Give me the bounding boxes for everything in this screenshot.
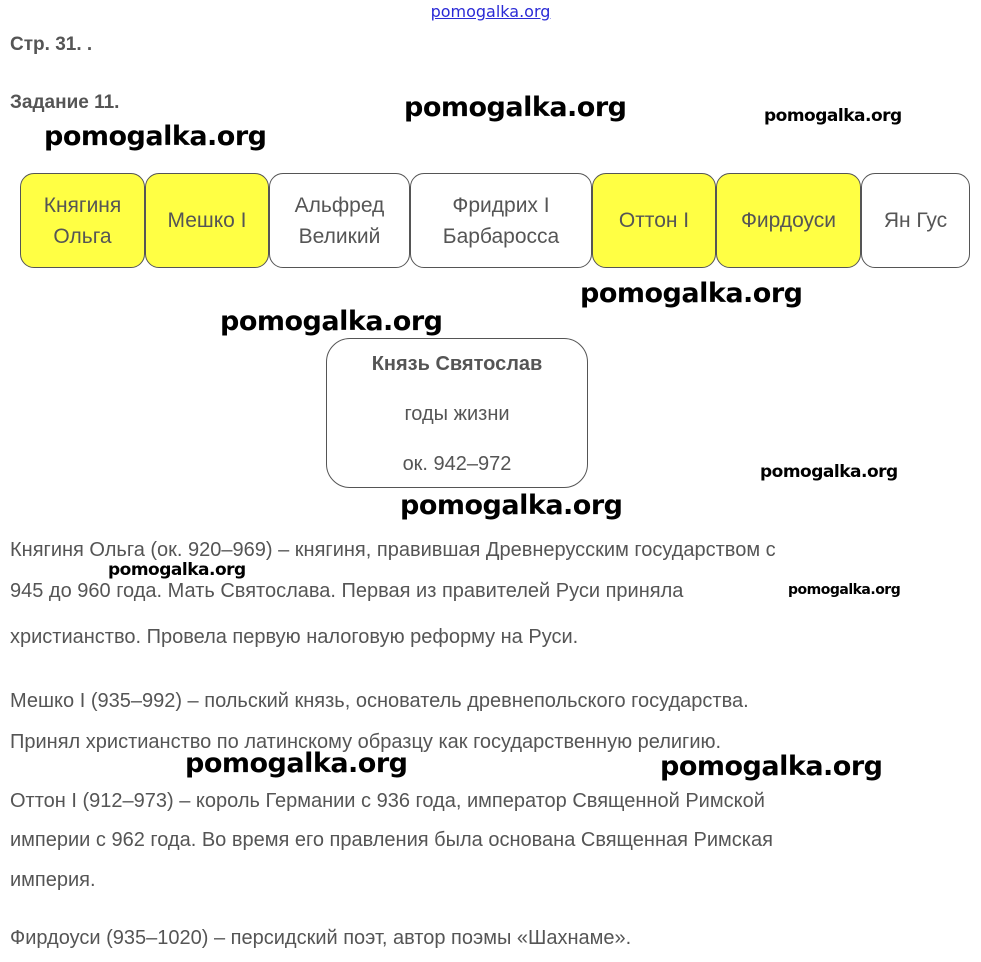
card-title: Князь Святослав (371, 353, 543, 375)
box-jan-hus: Ян Гус (861, 173, 970, 268)
sviatoslav-card (326, 338, 588, 488)
paragraph-line: империи с 962 года. Во время его правления была основана Священная Римская (10, 829, 773, 851)
paragraph-line: империя. (10, 869, 96, 891)
box-otto: Оттон I (592, 173, 716, 268)
paragraph-line: Принял христианство по латинскому образцу как государственную религию. (10, 731, 722, 753)
page-heading: Стр. 31. . (10, 34, 93, 55)
box-olga: Княгиня Ольга (20, 173, 145, 268)
paragraph-line: Мешко I (935–992) – польский князь, основатель древнепольского государства. (10, 690, 749, 712)
watermark: pomogalka.org (220, 306, 443, 337)
paragraph-line: Княгиня Ольга (ок. 920–969) – княгиня, правившая Древнерусским государством с (10, 539, 776, 561)
watermark: pomogalka.org (404, 92, 627, 123)
watermark: pomogalka.org (760, 462, 898, 482)
paragraph-line: 945 до 960 года. Мать Святослава. Первая из правителей Руси приняла (10, 580, 684, 602)
box-mieszko: Мешко I (145, 173, 269, 268)
watermark: pomogalka.org (660, 751, 883, 782)
watermark: pomogalka.org (108, 560, 246, 580)
watermark: pomogalka.org (764, 106, 902, 126)
watermark: pomogalka.org (400, 490, 623, 521)
box-alfred: Альфред Великий (269, 173, 410, 268)
watermark: pomogalka.org (44, 121, 267, 152)
watermark: pomogalka.org (580, 278, 803, 309)
paragraph-line: Фирдоуси (935–1020) – персидский поэт, автор поэмы «Шахнаме». (10, 927, 632, 949)
task-heading: Задание 11. (10, 92, 120, 113)
site-link[interactable]: pomogalka.org (430, 2, 551, 21)
card-subtitle: годы жизни (404, 403, 510, 425)
box-frederick: Фридрих I Барбаросса (410, 173, 592, 268)
paragraph-line: христианство. Провела первую налоговую реформу на Руси. (10, 626, 579, 648)
card-years: ок. 942–972 (402, 453, 512, 475)
box-ferdowsi: Фирдоуси (716, 173, 861, 268)
watermark: pomogalka.org (788, 582, 901, 598)
paragraph-line: Оттон I (912–973) – король Германии с 936 года, император Священной Римской (10, 790, 765, 812)
watermark: pomogalka.org (185, 748, 408, 779)
